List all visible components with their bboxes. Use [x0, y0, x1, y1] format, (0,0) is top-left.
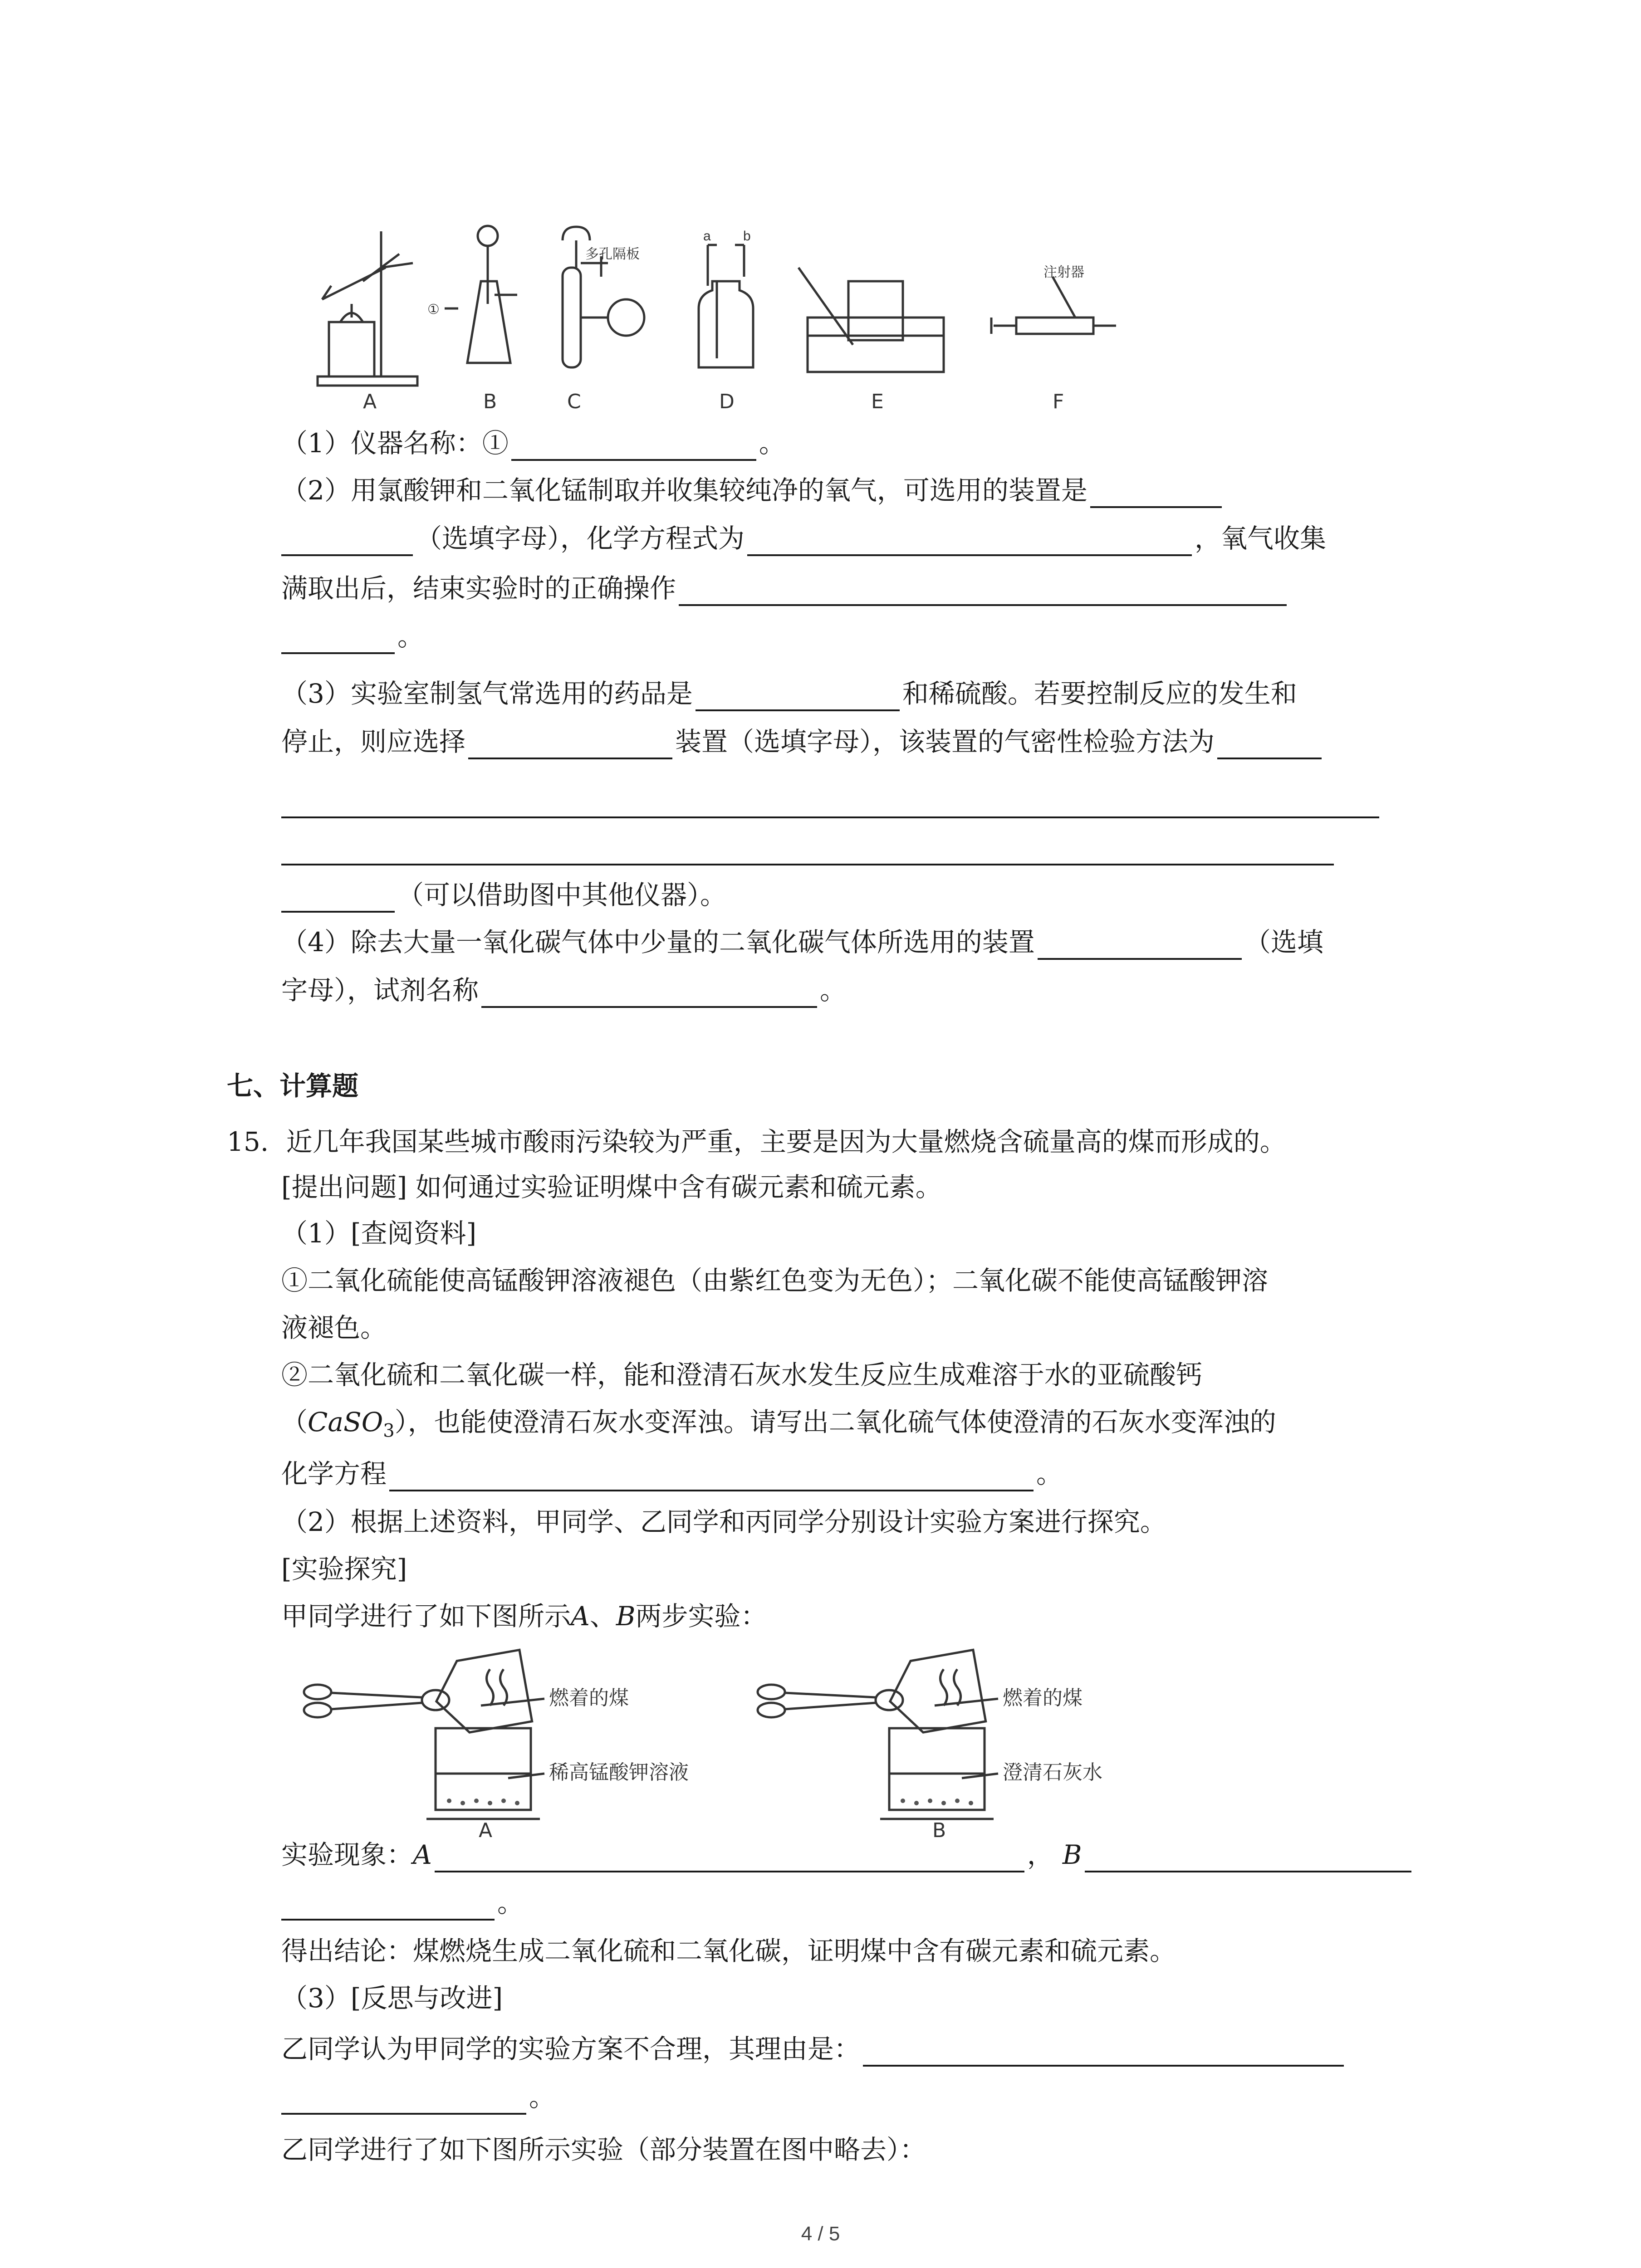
q15-section3: （3）[反思与改进] [281, 1983, 503, 2014]
label-C: C [567, 390, 581, 413]
answer-blank-so2-equation[interactable] [389, 1461, 1034, 1491]
answer-line-airtightness-2[interactable] [281, 864, 1334, 865]
q15-section2: （2）根据上述资料，甲同学、乙同学和丙同学分别设计实验方案进行探究。 [281, 1506, 1166, 1537]
q15-intro: 15. 近几年我国某些城市酸雨污染较为严重，主要是因为大量燃烧含硫量高的煤而形成的。 [227, 1126, 1286, 1157]
q14-part1: （1）仪器名称：① 。 [281, 425, 785, 461]
label-F: F [1053, 390, 1064, 413]
q15-yi-reason-cont: 。 [281, 2079, 555, 2115]
syringe-label: 注射器 [1043, 265, 1084, 280]
q14-part3-line5: （可以借助图中其他仪器）。 [281, 877, 726, 913]
answer-blank-end-operation-cont[interactable] [281, 623, 395, 654]
fig-B-label: B [932, 1819, 946, 1837]
label-A: A [363, 390, 377, 413]
perforated-plate-label: 多孔隔板 [585, 247, 640, 262]
fig-A-coal-label: 燃着的煤 [549, 1686, 629, 1710]
formula-caso3: CaSO [308, 1407, 383, 1437]
q15-ref1-b: 液褪色。 [281, 1312, 387, 1343]
experiment-figure [290, 1642, 1198, 1837]
marker-1: ① [427, 302, 440, 317]
q14-part2-line1: （2）用氯酸钾和二氧化锰制取并收集较纯净的氧气，可选用的装置是 [281, 473, 1225, 508]
q15-yi-reason: 乙同学认为甲同学的实验方案不合理，其理由是： [281, 2031, 1347, 2067]
label-E: E [871, 390, 884, 413]
q15-explore: [实验探究] [281, 1554, 407, 1584]
answer-blank-reagent-name[interactable] [481, 977, 817, 1008]
answer-blank-hydrogen-reagent[interactable] [696, 680, 900, 711]
answer-blank-instrument[interactable] [511, 430, 756, 461]
apparatus-figure [309, 213, 1125, 413]
label-D: D [719, 390, 735, 413]
fig-A-solution-label: 稀高锰酸钾溶液 [549, 1761, 689, 1784]
answer-blank-observation-A[interactable] [435, 1842, 1024, 1872]
q14-part4-line1: （4）除去大量一氧化碳气体中少量的二氧化碳气体所选用的装置 （选填 [281, 924, 1323, 960]
label-B: B [483, 390, 497, 413]
answer-blank-oxygen-device[interactable] [1090, 477, 1222, 508]
answer-blank-oxygen-device-cont[interactable] [281, 525, 413, 556]
fig-B-coal-label: 燃着的煤 [1003, 1686, 1083, 1710]
q14-part3-line2: 停止，则应选择 装置（选填字母），该装置的气密性检验方法为 [281, 724, 1324, 759]
q15-ref2-b: （CaSO$_3$），也能使澄清石灰水变浑浊。请写出二氧化硫气体使澄清的石灰水变浑浊的 [281, 1407, 1276, 1442]
answer-blank-observation-B[interactable] [1085, 1842, 1411, 1872]
page-number: 4 / 5 [801, 2223, 840, 2245]
section-title: 七、计算题 [227, 1070, 359, 1101]
answer-blank-reason-cont[interactable] [281, 2084, 526, 2115]
q15-ref1-a: ①二氧化硫能使高锰酸钾溶液褪色（由紫红色变为无色）；二氧化碳不能使高锰酸钾溶 [281, 1265, 1269, 1296]
fig-B-solution-label: 澄清石灰水 [1003, 1761, 1102, 1784]
q15-observation-cont: 。 [281, 1885, 524, 1921]
fig-A-label: A [479, 1819, 493, 1837]
answer-line-airtightness-1[interactable] [281, 816, 1379, 818]
answer-blank-end-operation[interactable] [679, 575, 1287, 606]
answer-blank-airtightness-cont[interactable] [281, 882, 395, 913]
answer-blank-hydrogen-device[interactable] [468, 728, 672, 759]
q14-part2-line3: 满取出后，结束实验时的正确操作 [281, 571, 1289, 606]
answer-blank-airtightness[interactable] [1217, 728, 1322, 759]
q14-part2-line4: 。 [281, 619, 424, 654]
answer-blank-oxygen-equation[interactable] [747, 525, 1192, 556]
q15-question: [提出问题] 如何通过实验证明煤中含有碳元素和硫元素。 [281, 1172, 942, 1202]
q15-conclusion: 得出结论：煤燃烧生成二氧化硫和二氧化碳，证明煤中含有碳元素和硫元素。 [281, 1936, 1176, 1966]
port-b-label: b [743, 229, 751, 244]
answer-blank-co2-removal-device[interactable] [1038, 929, 1242, 960]
q14-part4-line2: 字母），试剂名称 。 [281, 973, 846, 1008]
q14-part2-line2: （选填字母），化学方程式为 ，氧气收集 [281, 521, 1326, 556]
answer-blank-reason[interactable] [863, 2036, 1344, 2067]
question-number: 15. [227, 1126, 269, 1157]
answer-blank-observation-B-cont[interactable] [281, 1890, 495, 1921]
q14-part3-line1: （3）实验室制氢气常选用的药品是 和稀硫酸。若要控制反应的发生和 [281, 676, 1297, 711]
port-a-label: a [703, 229, 711, 244]
q15-section1: （1）[查阅资料] [281, 1218, 477, 1249]
q15-ref2-a: ②二氧化硫和二氧化碳一样，能和澄清石灰水发生反应生成难溶于水的亚硫酸钙 [281, 1359, 1203, 1390]
q15-ref2-c: 化学方程 。 [281, 1456, 1063, 1491]
q15-yi-experiment: 乙同学进行了如下图所示实验（部分装置在图中略去）： [281, 2134, 926, 2165]
q15-jia-intro: 甲同学进行了如下图所示A、B两步实验： [281, 1601, 767, 1632]
q15-observation: 实验现象：A ， B [281, 1837, 1414, 1872]
